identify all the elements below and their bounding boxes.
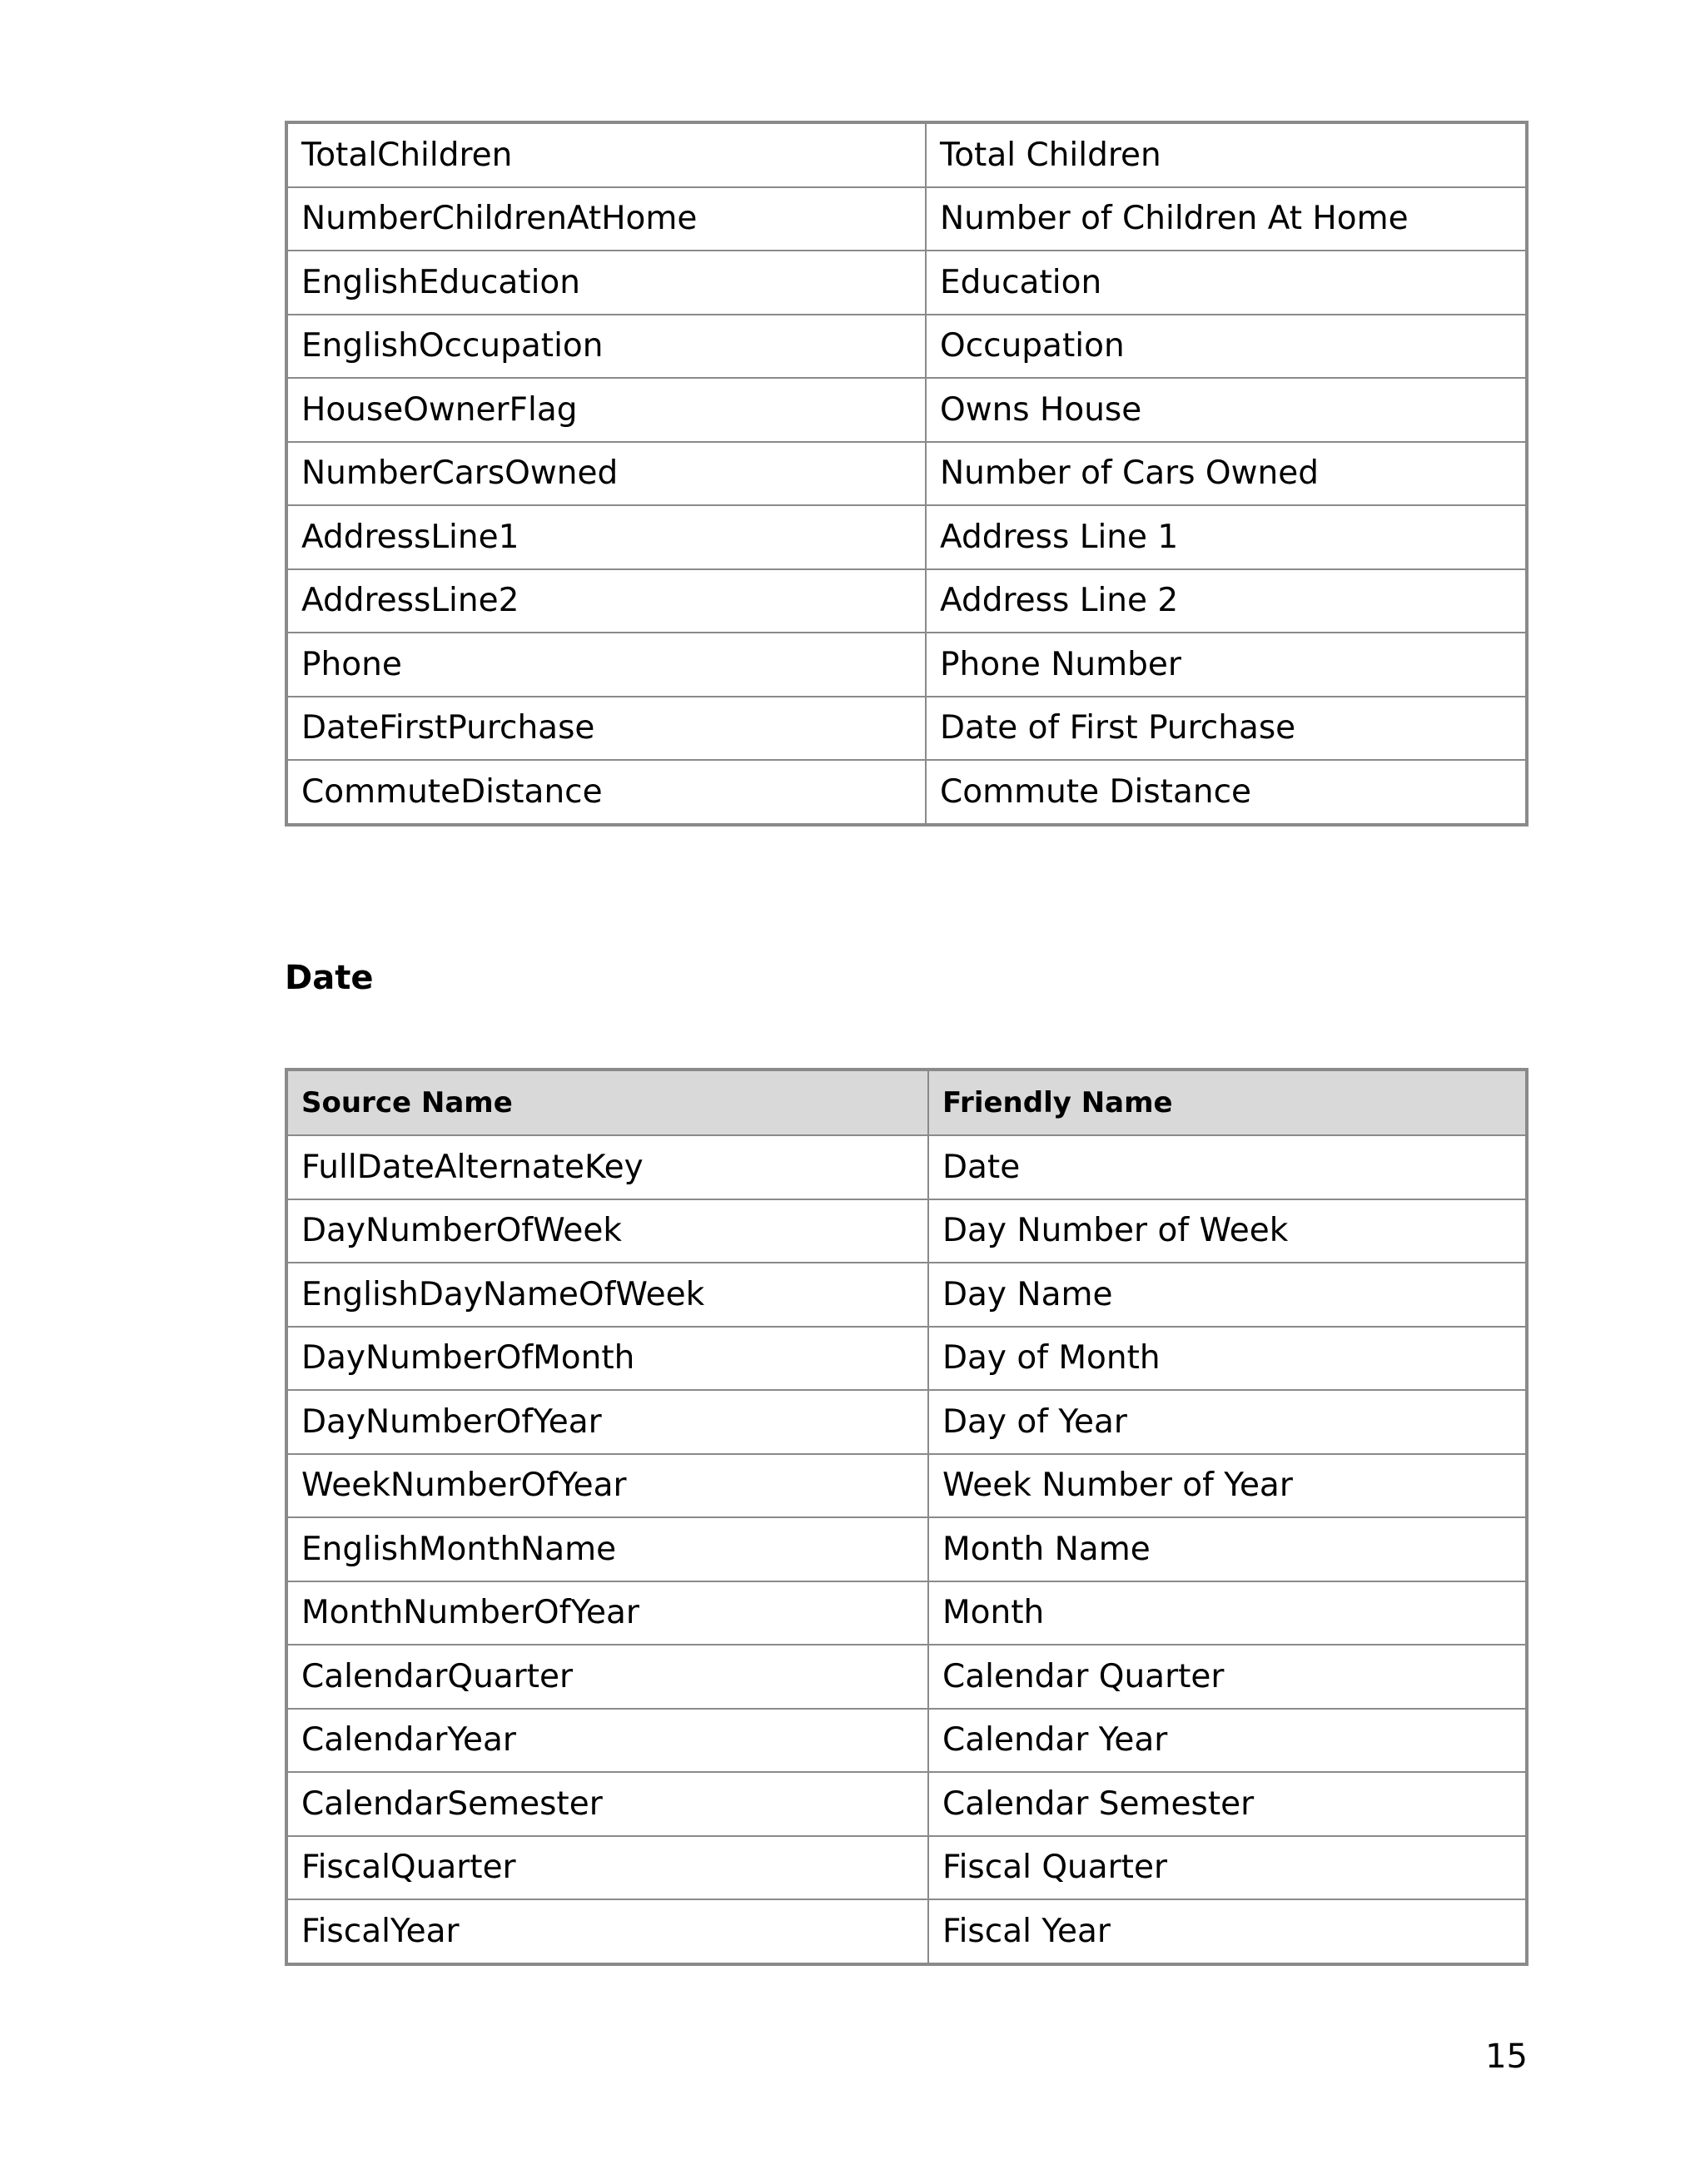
source-name-cell: MonthNumberOfYear xyxy=(286,1581,928,1645)
source-name-cell: CalendarYear xyxy=(286,1709,928,1773)
table-row xyxy=(286,569,1527,633)
friendly-name-cell: Fiscal Quarter xyxy=(928,1836,1527,1900)
source-name-cell: DayNumberOfYear xyxy=(286,1390,928,1454)
customer-attributes-table xyxy=(285,121,1529,826)
source-name-cell: NumberCarsOwned xyxy=(286,442,926,506)
table-row xyxy=(286,1390,1527,1454)
source-name-cell: EnglishOccupation xyxy=(286,315,926,379)
table-row xyxy=(286,122,1527,187)
friendly-name-cell: Week Number of Year xyxy=(928,1454,1527,1518)
table-row xyxy=(286,1199,1527,1263)
table-row xyxy=(286,1581,1527,1645)
friendly-name-cell: Calendar Year xyxy=(928,1709,1527,1773)
friendly-name-cell: Calendar Quarter xyxy=(928,1645,1527,1709)
friendly-name-cell: Number of Cars Owned xyxy=(926,442,1527,506)
friendly-name-cell: Date xyxy=(928,1135,1527,1199)
table-row xyxy=(286,1772,1527,1836)
table-row xyxy=(286,1709,1527,1773)
friendly-name-header: Friendly Name xyxy=(928,1070,1527,1135)
date-attributes-table xyxy=(285,1068,1529,1966)
friendly-name-cell: Month xyxy=(928,1581,1527,1645)
friendly-name-cell: Commute Distance xyxy=(926,760,1527,825)
table-row xyxy=(286,760,1527,825)
table-row xyxy=(286,315,1527,379)
table-row xyxy=(286,442,1527,506)
source-name-cell: DayNumberOfMonth xyxy=(286,1327,928,1391)
source-name-cell: TotalChildren xyxy=(286,122,926,187)
table-row xyxy=(286,697,1527,761)
table-row xyxy=(286,633,1527,697)
source-name-header: Source Name xyxy=(286,1070,928,1135)
friendly-name-cell: Occupation xyxy=(926,315,1527,379)
table-row xyxy=(286,187,1527,251)
friendly-name-cell: Number of Children At Home xyxy=(926,187,1527,251)
source-name-cell: CommuteDistance xyxy=(286,760,926,825)
source-name-cell: DayNumberOfWeek xyxy=(286,1199,928,1263)
table-row xyxy=(286,505,1527,569)
table-row xyxy=(286,1263,1527,1327)
table-row xyxy=(286,1454,1527,1518)
source-name-cell: HouseOwnerFlag xyxy=(286,378,926,442)
friendly-name-cell: Phone Number xyxy=(926,633,1527,697)
table-row xyxy=(286,1135,1527,1199)
friendly-name-cell: Calendar Semester xyxy=(928,1772,1527,1836)
table-row xyxy=(286,1899,1527,1964)
table-row xyxy=(286,1836,1527,1900)
source-name-cell: FullDateAlternateKey xyxy=(286,1135,928,1199)
friendly-name-cell: Total Children xyxy=(926,122,1527,187)
source-name-cell: WeekNumberOfYear xyxy=(286,1454,928,1518)
source-name-cell: FiscalYear xyxy=(286,1899,928,1964)
table-row xyxy=(286,251,1527,315)
date-section-heading: Date xyxy=(285,959,374,997)
source-name-cell: EnglishEducation xyxy=(286,251,926,315)
friendly-name-cell: Fiscal Year xyxy=(928,1899,1527,1964)
source-name-cell: AddressLine1 xyxy=(286,505,926,569)
table-row xyxy=(286,1645,1527,1709)
friendly-name-cell: Date of First Purchase xyxy=(926,697,1527,761)
source-name-cell: CalendarQuarter xyxy=(286,1645,928,1709)
friendly-name-cell: Address Line 2 xyxy=(926,569,1527,633)
table-header-row xyxy=(286,1070,1527,1135)
source-name-cell: AddressLine2 xyxy=(286,569,926,633)
friendly-name-cell: Education xyxy=(926,251,1527,315)
table-row xyxy=(286,1327,1527,1391)
friendly-name-cell: Day of Year xyxy=(928,1390,1527,1454)
friendly-name-cell: Address Line 1 xyxy=(926,505,1527,569)
friendly-name-cell: Day Name xyxy=(928,1263,1527,1327)
friendly-name-cell: Owns House xyxy=(926,378,1527,442)
friendly-name-cell: Month Name xyxy=(928,1517,1527,1581)
table-row xyxy=(286,1517,1527,1581)
source-name-cell: EnglishMonthName xyxy=(286,1517,928,1581)
customer-attributes-table-body xyxy=(286,122,1527,825)
date-attributes-table-body xyxy=(286,1135,1527,1964)
source-name-cell: FiscalQuarter xyxy=(286,1836,928,1900)
source-name-cell: CalendarSemester xyxy=(286,1772,928,1836)
table-row xyxy=(286,378,1527,442)
source-name-cell: DateFirstPurchase xyxy=(286,697,926,761)
source-name-cell: NumberChildrenAtHome xyxy=(286,187,926,251)
page-number: 15 xyxy=(1485,2038,1528,2076)
source-name-cell: Phone xyxy=(286,633,926,697)
friendly-name-cell: Day Number of Week xyxy=(928,1199,1527,1263)
source-name-cell: EnglishDayNameOfWeek xyxy=(286,1263,928,1327)
friendly-name-cell: Day of Month xyxy=(928,1327,1527,1391)
